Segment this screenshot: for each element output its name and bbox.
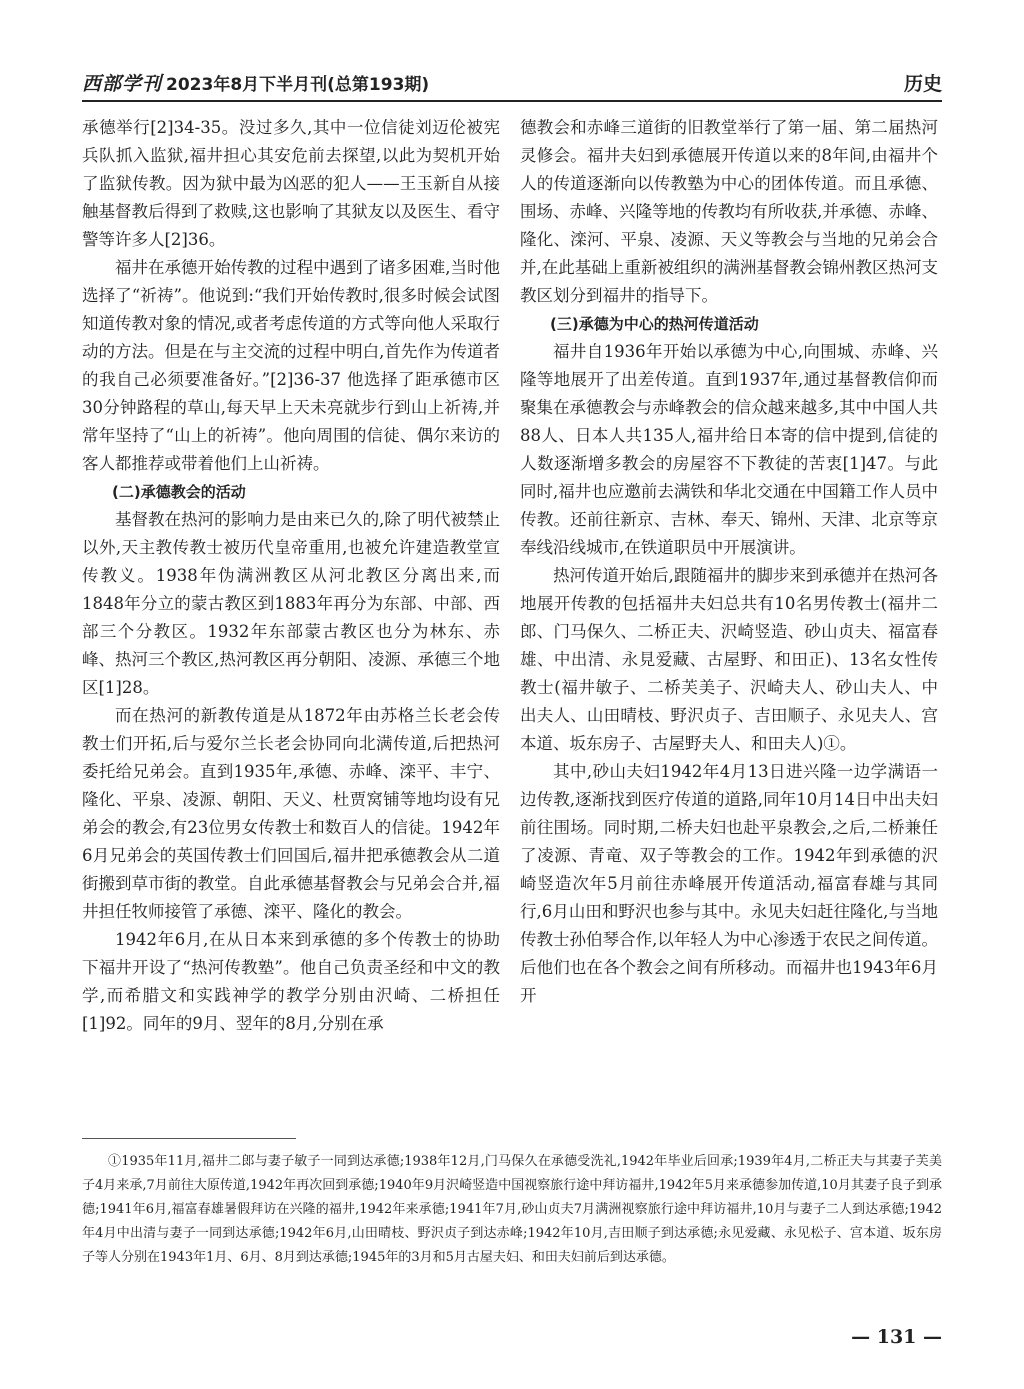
body-paragraph: 基督教在热河的影响力是由来已久的,除了明代被禁止以外,天主教传教士被历代皇帝重用,也被允许建造教堂宣传教义。1938年伪满洲教区从河北教区分离出来,而1848年分立的蒙古教区到1883年再分为东部、中部、西部三个分教区。1932年东部蒙古教区也分为林东、赤峰、热河三个教区,热河教区再分朝阳、凌源、承德三个地区[1]28。 <box>82 510 500 697</box>
issue-info: 2023年8月下半月刊(总第193期) <box>166 75 430 95</box>
body-paragraph: 德教会和赤峰三道街的旧教堂举行了第一届、第二届热河灵修会。福井夫妇到承德展开传道以来的8年间,由福井个人的传道逐渐向以传教塾为中心的团体传道。而且承德、围场、赤峰、兴隆等地的传教均有所收获,并承德、赤峰、隆化、滦河、平泉、凌源、天义等教会与当地的兄弟会合并,在此基础上重新被组织的满洲基督教会锦州教区热河支教区划分到福井的指导下。 <box>520 118 938 305</box>
body-paragraph: 其中,砂山夫妇1942年4月13日进兴隆一边学满语一边传教,逐渐找到医疗传道的道路,同年10月14日中出夫妇前往围场。同时期,二桥夫妇也赴平泉教会,之后,二桥兼任了凌源、青竜、双子等教会的工作。1942年到承德的沢崎竖造次年5月前往赤峰展开传道活动,福富春雄与其同行,6月山田和野沢也参与其中。永见夫妇赶往隆化,与当地传教士孙伯琴合作,以年轻人为中心渗透于农民之间传道。后他们也在各个教会之间有所移动。而福井也1943年6月开 <box>520 762 938 1005</box>
footnote: ①1935年11月,福井二郎与妻子敏子一同到达承德;1938年12月,门马保久在承德受洗礼,1942年毕业后回承;1939年4月,二桥正夫与其妻子芙美子4月来承,7月前往大原传道,1942年再次回到承德;1940年9月沢崎竖造中国视察旅行途中拜访福井,1942年5月来承德参加传道,10月其妻子良子到承德;1941年6月,福富春雄暑假拜访在兴隆的福井,1942年来承德;1941年7月,砂山贞夫7月满洲视察旅行途中拜访福井,10月与妻子二人到达承德;1942年4月中出清与妻子一同到达承德;1942年6月,山田晴枝、野沢贞子到达赤峰;1942年10月,吉田顺子到达承德;永见爱藏、永见松子、宫本道、坂东房子等人分别在1943年1月、6月、8月到达承德;1945年的3月和5月古屋夫妇、和田夫妇前后到达承德。 <box>82 1154 942 1265</box>
footnote-divider <box>82 1138 296 1139</box>
page-number: — 131 — <box>851 1326 942 1348</box>
body-paragraph: 而在热河的新教传道是从1872年由苏格兰长老会传教士们开拓,后与爱尔兰长老会协同向北满传道,后把热河委托给兄弟会。直到1935年,承德、赤峰、滦平、丰宁、隆化、平泉、凌源、朝阳、天义、杜贾窝铺等地均设有兄弟会的教会,有23位男女传教士和数百人的信徒。1942年6月兄弟会的英国传教士们回国后,福井把承德教会从二道街搬到草市街的教堂。自此承德基督教会与兄弟会合并,福井担任牧师接管了承德、滦平、隆化的教会。 <box>82 706 500 921</box>
left-column <box>82 114 500 1038</box>
body-paragraph: 福井在承德开始传教的过程中遇到了诸多困难,当时他选择了“祈祷”。他说到:“我们开始传教时,很多时候会试图知道传教对象的情况,或者考虑传道的方式等向他人采取行动的方法。但是在与主交流的过程中明白,首先作为传道者的我自己必须要准备好。”[2]36-37 他选择了距承德市区30分钟路程的草山,每天早上天未亮就步行到山上祈祷,并常年坚持了“山上的祈祷”。他向周围的信徒、偶尔来访的客人都推荐或带着他们上山祈祷。 <box>82 258 500 473</box>
journal-logo: 西部学刊 <box>82 73 163 95</box>
body-paragraph: 1942年6月,在从日本来到承德的多个传教士的协助下福井开设了“热河传教塾”。他自己负责圣经和中文的教学,而希腊文和实践神学的教学分别由沢崎、二桥担任[1]92。同年的9月、翌年的8月,分别在承 <box>82 930 500 1033</box>
body-paragraph: 福井自1936年开始以承德为中心,向围城、赤峰、兴隆等地展开了出差传道。直到1937年,通过基督教信仰而聚集在承德教会与赤峰教会的信众越来越多,其中中国人共88人、日本人共135人,福井给日本寄的信中提到,信徒的人数逐渐增多教会的房屋容不下教徒的苦衷[1]47。与此同时,福井也应邀前去满铁和华北交通在中国籍工作人员中传教。还前往新京、吉林、奉天、锦州、天津、北京等京奉线沿线城市,在铁道职员中开展演讲。 <box>520 342 938 557</box>
section-heading: (三)承德为中心的热河传道活动 <box>550 315 759 333</box>
body-paragraph: 承德举行[2]34-35。没过多久,其中一位信徒刘迈伦被宪兵队抓入监狱,福井担心其安危前去探望,以此为契机开始了监狱传教。因为狱中最为凶恶的犯人——王玉新自从接触基督教后得到了救赎,这也影响了其狱友以及医生、看守警等许多人[2]36。 <box>82 118 500 249</box>
right-column <box>520 114 938 1010</box>
body-paragraph: 热河传道开始后,跟随福井的脚步来到承德并在热河各地展开传教的包括福井夫妇总共有10名男传教士(福井二郎、门马保久、二桥正夫、沢崎竖造、砂山贞夫、福富春雄、中出清、永見爱藏、古屋野、和田正)、13名女性传教士(福井敏子、二桥芙美子、沢崎夫人、砂山夫人、中出夫人、山田晴枝、野沢贞子、吉田顺子、永见夫人、宫本道、坂东房子、古屋野夫人、和田夫人)①。 <box>520 566 938 753</box>
section-name: 历史 <box>903 73 942 95</box>
section-heading: (二)承德教会的活动 <box>112 483 246 501</box>
page-header <box>82 68 942 102</box>
header-left <box>82 69 429 100</box>
